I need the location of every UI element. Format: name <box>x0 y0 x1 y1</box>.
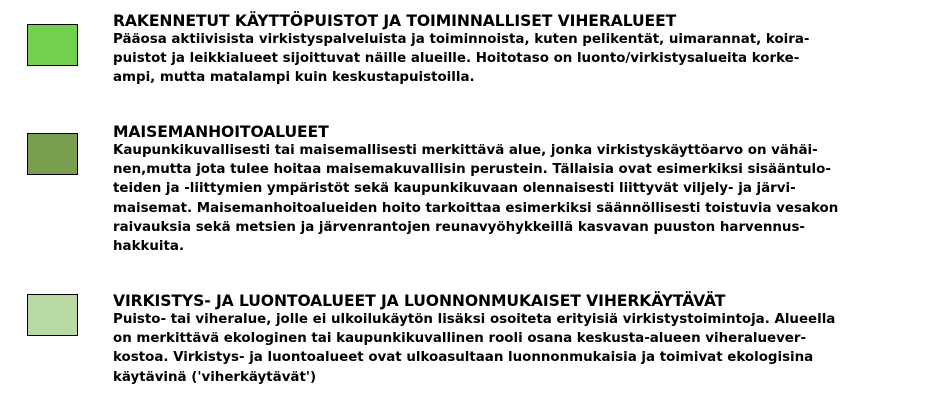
description-line: Pääosa aktiivisista virkistyspalveluista ja toiminnoista, kuten pelikentät, uimarannat, koira- <box>113 32 810 47</box>
description-line: raivauksia sekä metsien ja järvenrantojen reunavyöhykkeillä kasvavan puuston harvennus- <box>113 219 805 235</box>
legend-description <box>113 30 903 88</box>
description-line: Kaupunkikuvallisesti tai maisemallisesti merkittävä alue, jonka virkistyskäyttöarvo on vähäi- <box>113 143 818 158</box>
legend-title: VIRKISTYS- JA LUONTOALUEET JA LUONNONMUKAISET VIHERKÄYTÄVÄT <box>113 292 726 310</box>
description-line: puistot ja leikkialueet sijoittuvat näille alueille. Hoitotaso on luonto/virkistysalueita korke- <box>113 51 800 67</box>
color-swatch-rakennetut <box>27 24 78 66</box>
description-line: maisemat. Maisemanhoitoalueiden hoito tarkoittaa esimerkiksi säännöllisesti toistuvia vesakon <box>113 200 839 216</box>
description-line: ampi, mutta matalampi kuin keskustapuistoilla. <box>113 70 475 86</box>
description-line: teiden ja -liittymien ympäristöt sekä kaupunkikuvaan olennaisesti liittyvät viljely- ja järvi- <box>113 181 796 197</box>
legend-text <box>113 292 903 387</box>
description-line: käytävinä ('viherkäytävät') <box>113 369 317 385</box>
description-line: nen,mutta jota tulee hoitaa maisemakuvallisin perustein. Tällaisia ovat esimerkiksi sisääntulo- <box>113 162 831 178</box>
legend-description <box>113 141 903 256</box>
legend-title: RAKENNETUT KÄYTTÖPUISTOT JA TOIMINNALLISET VIHERALUEET <box>113 12 677 30</box>
legend-title: MAISEMANHOITOALUEET <box>113 123 329 141</box>
color-swatch-virkistys <box>27 294 78 336</box>
description-line: hakkuita. <box>113 239 185 255</box>
legend-description <box>113 310 903 387</box>
description-line: on merkittävä ekologinen tai kaupunkikuvallinen rooli osana keskusta-alueen viheraluever- <box>113 331 807 347</box>
legend-text <box>113 123 903 256</box>
color-swatch-maisemanhoito <box>27 133 78 175</box>
description-line: kostoa. Virkistys- ja luontoalueet ovat ulkoasultaan luonnonmukaisia ja toimivat ekologisina <box>113 350 814 366</box>
description-line: Puisto- tai viheralue, jolle ei ulkoilukäytön lisäksi osoiteta erityisiä virkistystoimintoja. Alueella <box>113 312 836 327</box>
legend-text <box>113 12 903 88</box>
